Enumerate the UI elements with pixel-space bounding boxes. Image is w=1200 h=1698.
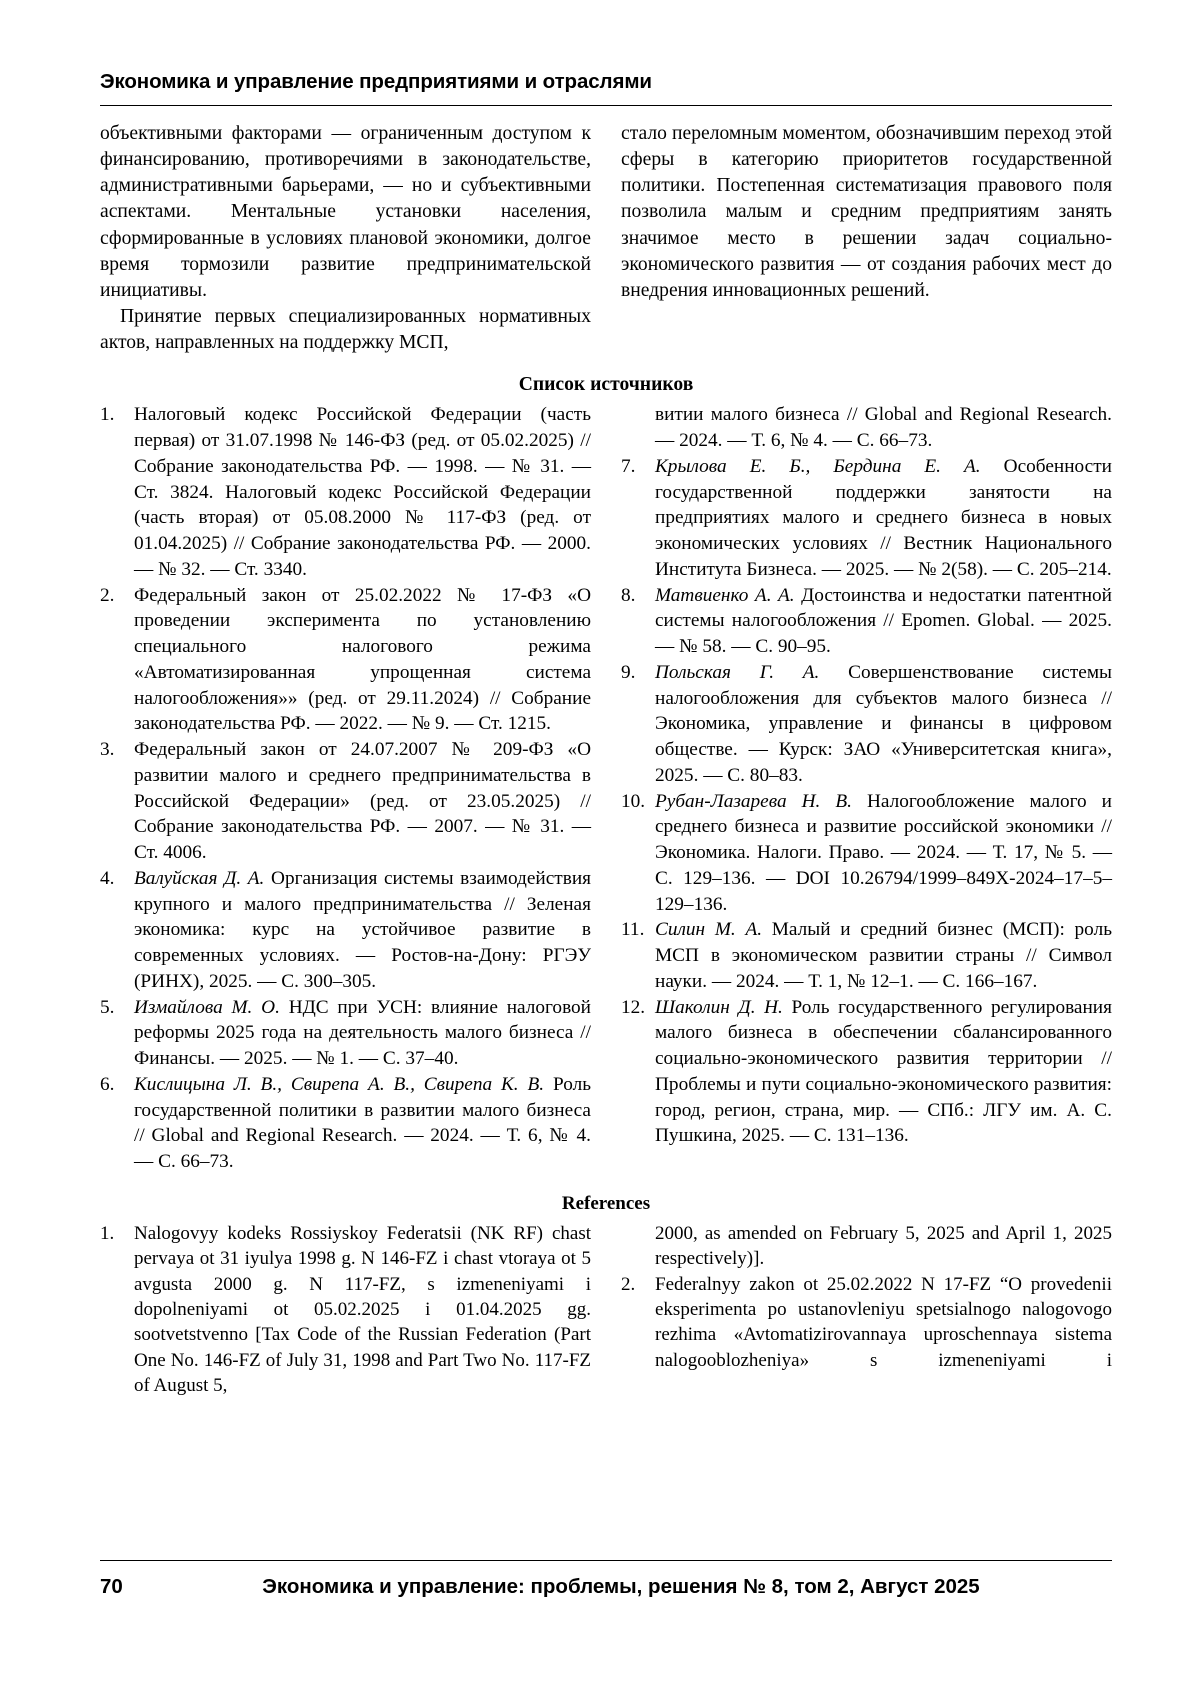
ref-number: 10. [621, 790, 646, 812]
ref-number: 1. [100, 404, 115, 426]
ref-text: Federalnyy zakon ot 25.02.2022 N 17-FZ “O provedenii eksperimenta po ustanovleniyu spetsialnogo nalogovogo rezhima «Avtomatizirovannaya uproschennaya sistema nalogooblozheniya» s izmeneniyami i [655, 1273, 1112, 1371]
page-number: 70 [100, 1575, 123, 1598]
references-columns [100, 1221, 1112, 1399]
sources-column-right [621, 402, 1112, 1175]
ref-body: НДС при УСН: влияние налоговой реформы 2025 года на деятельность малого бизнеса // Финансы. — 2025. — № 1. — С. 37–40. [134, 996, 592, 1070]
ref-body: Малый и средний бизнес (МСП): роль МСП в экономическом развитии страны // Символ науки. — 2024. — Т. 1, № 12–1. — С. 166–167. [655, 919, 1112, 992]
sources-heading: Список источников [518, 374, 694, 396]
ref-text [134, 1072, 591, 1175]
list-item [100, 1221, 591, 1399]
ref-number: 8. [621, 584, 636, 606]
ref-body: Налогообложение малого и среднего бизнеса и развитие российской экономики // Экономика. Налоги. Право. — 2024. — Т. 17, № 5. — С. 129–136. — DOI 10.26794/1999–849X-2024–17–5–129–136. [655, 790, 1112, 915]
ref-number: 9. [621, 661, 636, 683]
ref-author: Измайлова М. О. [134, 996, 280, 1018]
references-column-left [100, 1221, 591, 1399]
references-column-right [621, 1221, 1112, 1399]
ref-body: Роль государственного регулирования малого бизнеса в обеспечении сбалансированного социально-экономического развития территории // Проблемы и пути социально-экономического развития: город, регион, страна, мир. — СПб.: ЛГУ им. А. С. Пушкина, 2025. — С. 131–136. [655, 996, 1112, 1147]
ref-text: Налоговый кодекс Российской Федерации (часть первая) от 31.07.1998 № 146-ФЗ (ред. от 05.02.2025) // Собрание законодательства РФ. — 1998. — № 31. — Ст. 3824. Налоговый кодекс Российской Федерации (часть вторая) от 05.08.2000 № 117-ФЗ (ред. от 01.04.2025) // Собрание законодательства РФ. — 2000. — № 32. — Ст. 3340. [134, 404, 591, 580]
list-item [621, 995, 1112, 1150]
list-item [621, 917, 1112, 994]
running-head: Экономика и управление предприятиями и отраслями [100, 70, 652, 93]
ref-author: Матвиенко А. А. [655, 584, 795, 606]
body-columns [100, 121, 1112, 356]
list-item [100, 737, 591, 866]
ref-number-continuation [621, 402, 655, 454]
ref-body: Роль государственной политики в развитии малого бизнеса // Global and Regional Research. — 2024. — Т. 6, № 4. — С. 66–73. [134, 1073, 591, 1173]
sources-columns [100, 402, 1112, 1175]
sources-list-left [100, 402, 591, 1175]
list-item [100, 995, 591, 1072]
list-item [621, 789, 1112, 918]
ref-body: Достоинства и недостатки патентной системы налогообложения // Epomen. Global. — 2025. — № 58. — С. 90–95. [655, 584, 1113, 658]
ref-text [655, 454, 1112, 583]
ref-body: Совершенствование системы налогообложения для субъектов малого бизнеса // Экономика, управление и финансы в цифровом обществе. — Курск: ЗАО «Университетская книга», 2025. — С. 80–83. [655, 661, 1113, 786]
paragraph-right-1: стало переломным моментом, обозначившим переход этой сферы в категорию приоритетов государственной политики. Постепенная систематизация правового поля позволила малым и средним предприятиям занять значимое место в решении задач социально-экономического развития — от создания рабочих мест до внедрения инновационных решений. [621, 123, 1112, 301]
ref-text [655, 917, 1112, 994]
ref-number: 4. [100, 867, 115, 889]
ref-number: 6. [100, 1073, 115, 1095]
ref-number: 5. [100, 996, 115, 1018]
ref-author: Рубан-Лазарева Н. В. [655, 790, 852, 812]
references-list-right [621, 1221, 1112, 1373]
ref-text [655, 789, 1112, 918]
ref-number: 12. [621, 996, 646, 1018]
ref-text-continuation: 2000, as amended on February 5, 2025 and April 1, 2025 respectively)]. [655, 1222, 1112, 1270]
ref-number: 7. [621, 455, 636, 477]
ref-body: Особенности государственной поддержки занятости на предприятиях малого и среднего бизнеса в новых экономических условиях // Вестник Национального Института Бизнеса. — 2025. — № 2(58). — С. 205–214. [655, 455, 1112, 580]
ref-text: Федеральный закон от 25.02.2022 № 17-ФЗ «О проведении эксперимента по установлению специального налогового режима «Автоматизированная упрощенная система налогообложения»» (ред. от 29.11.2024) // Собрание законодательства РФ. — 2022. — № 9. — Ст. 1215. [134, 584, 591, 735]
ref-text: Федеральный закон от 24.07.2007 № 209-ФЗ «О развитии малого и среднего предпринимательства в Российской Федерации» (ред. от 23.05.2025) // Собрание законодательства РФ. — 2007. — № 31. — Ст. 4006. [134, 739, 591, 864]
ref-text [134, 995, 591, 1072]
ref-number: 2. [621, 1273, 636, 1295]
ref-body: Организация системы взаимодействия крупного и малого предпринимательства // Зеленая экономика: курс на устойчивое развитие в современных условиях. — Ростов-на-Дону: РГЭУ (РИНХ), 2025. — С. 300–305. [134, 867, 592, 992]
ref-text [134, 866, 591, 995]
footer-row [100, 1575, 1112, 1599]
paragraph-left-1: объективными факторами — ограниченным доступом к финансированию, противоречиями в законодательстве, административными барьерами, — но и субъективными аспектами. Ментальные установки населения, сформированные в условиях плановой экономики, долгое время тормозили развитие предпринимательской инициативы. [100, 123, 591, 301]
ref-number: 1. [100, 1222, 115, 1244]
ref-author: Шаколин Д. Н. [655, 996, 783, 1018]
list-item [100, 1072, 591, 1175]
ref-number: 11. [621, 919, 645, 941]
sources-list-right [621, 402, 1112, 1149]
references-list-left [100, 1221, 591, 1399]
paragraph-left-2: Принятие первых специализированных нормативных актов, направленных на поддержку МСП, [100, 306, 591, 354]
ref-author: Польская Г. А. [655, 661, 820, 683]
list-item [621, 1221, 1112, 1272]
list-item [100, 866, 591, 995]
sources-column-left [100, 402, 591, 1175]
ref-text [655, 995, 1112, 1150]
list-item [621, 402, 1112, 454]
ref-number: 2. [100, 584, 115, 606]
list-item [621, 660, 1112, 789]
ref-author: Силин М. А. [655, 919, 763, 941]
list-item [621, 583, 1112, 660]
page-content [100, 70, 1112, 1398]
footer-journal-line: Экономика и управление: проблемы, решения № 8, том 2, Август 2025 [262, 1575, 980, 1598]
body-column-right [621, 121, 1112, 356]
ref-text [655, 660, 1112, 789]
ref-number-continuation [621, 1221, 655, 1272]
list-item [621, 454, 1112, 583]
page-footer [100, 1560, 1112, 1599]
ref-text: Nalogovyy kodeks Rossiyskoy Federatsii (NK RF) chast pervaya ot 31 iyulya 1998 g. N 146-FZ i chast vtoraya ot 5 avgusta 2000 g. N 117-FZ, s izmeneniyami i dopolneniyami ot 05.02.2025 i 01.04.2025 gg. sootvetstvenno [Tax Code of the Russian Federation (Part One No. 146-FZ of July 31, 1998 and Part Two No. 117-FZ of August 5, [134, 1222, 591, 1397]
body-column-left [100, 121, 591, 356]
list-item [100, 402, 591, 582]
header-divider [100, 105, 1112, 106]
references-heading: References [561, 1192, 651, 1214]
footer-divider [100, 1560, 1112, 1561]
ref-author: Кислицына Л. В., Свирепа А. В., Свирепа К. В. [134, 1073, 545, 1095]
ref-number: 3. [100, 739, 115, 761]
ref-text [655, 583, 1112, 660]
list-item [621, 1272, 1112, 1373]
ref-text-continuation: витии малого бизнеса // Global and Regional Research. — 2024. — Т. 6, № 4. — С. 66–73. [655, 404, 1112, 452]
ref-author: Валуйская Д. А. [134, 867, 265, 889]
list-item [100, 583, 591, 738]
ref-author: Крылова Е. Б., Бердина Е. А. [655, 455, 981, 477]
